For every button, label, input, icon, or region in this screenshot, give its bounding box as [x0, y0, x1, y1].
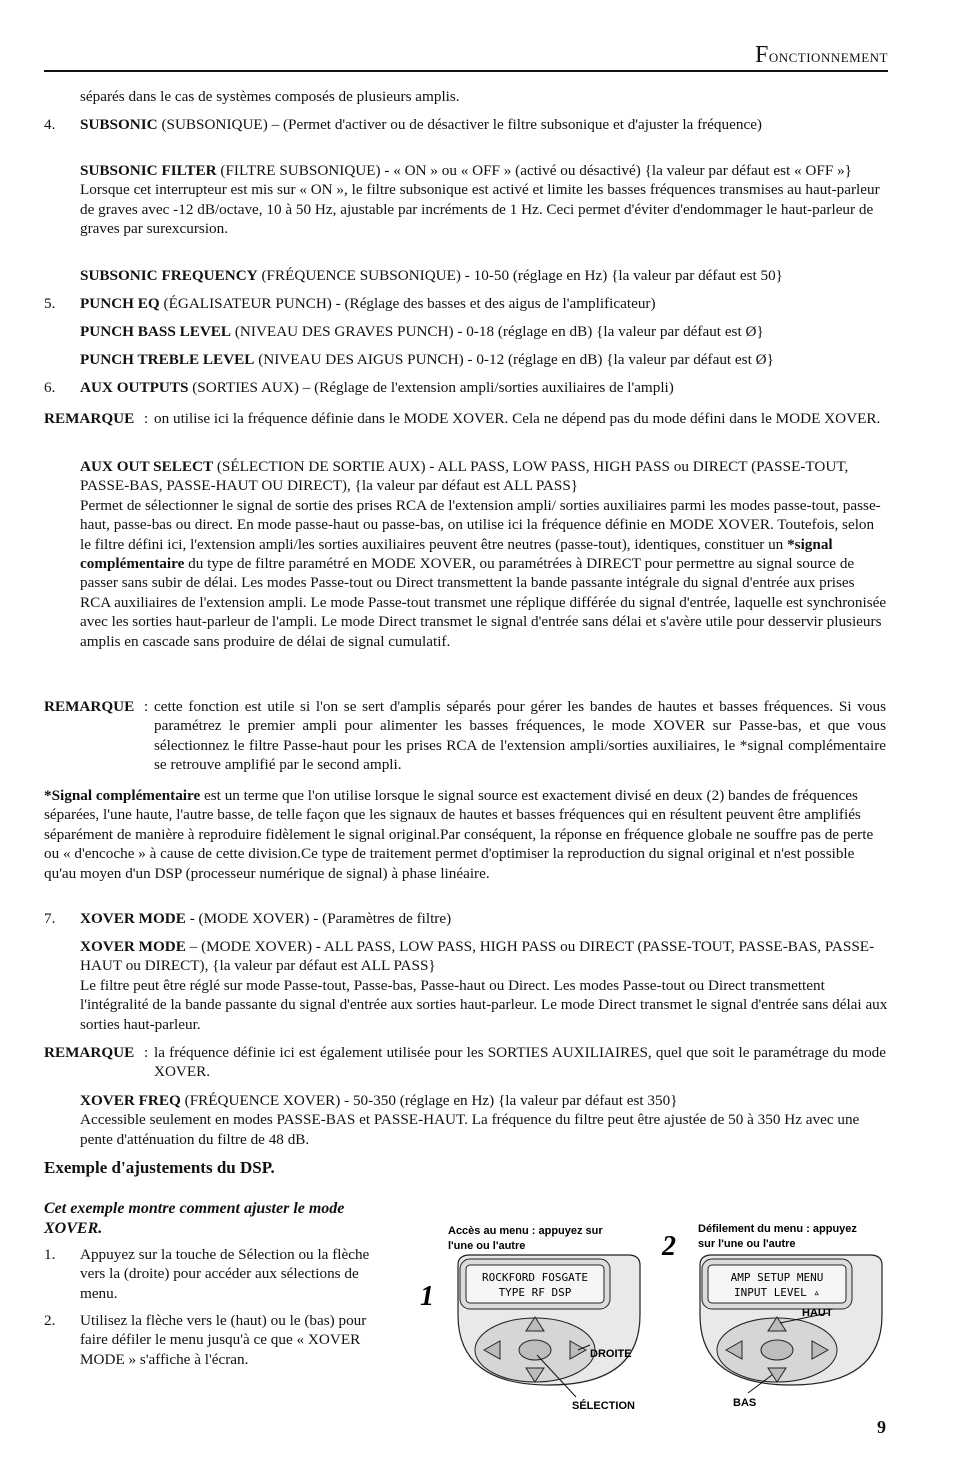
item-number: 6. [44, 379, 56, 396]
item-number: 5. [44, 295, 56, 312]
diagram-caption-l1: Défilement du menu : appuyez [698, 1223, 857, 1235]
step-number: 1. [44, 1246, 56, 1263]
param-text: (NIVEAU DES AIGUS PUNCH) - 0-12 (réglage en dB) {la valeur par défaut est Ø} [254, 351, 774, 368]
note-colon: : [144, 1044, 149, 1061]
param-subsonic-frequency [80, 266, 888, 285]
note-remark-2 [44, 697, 888, 777]
dsp-controller-diagram [400, 1215, 900, 1415]
param-desc: Accessible seulement en modes PASSE-BAS et PASSE-HAUT. La fréquence du filtre peut être ajustée de 50 à 350 Hz avec une pente d'atténuation du filtre de 48 dB. [80, 1111, 860, 1148]
param-desc-b: du type de filtre paramétré en MODE XOVER, ou paramétrées à DIRECT pour permettre au signal source de passer sans subir de délai. Les modes Passe-tout ou Direct transmettent la bande passante intégrale du signal d'entrée aux prises RCA auxiliaires de l'extension ampli. Le mode Passe-tout transmet une réplique différée du signal d'entrée, laquelle est synchronisée avec les sorties haut-parleur de l'ampli. Le mode Direct transmet le signal d'entrée sans délai et s'avère utile pour desservir plusieurs amplis en cascade sans produire de délai de signal cumulatif. [80, 555, 887, 650]
signal-definition [44, 786, 888, 883]
item-number: 7. [44, 910, 56, 927]
header-rest: onctionnement [768, 46, 888, 67]
param-xover-mode [80, 937, 888, 1034]
param-desc: Lorsque cet interrupteur est mis sur « ON », le filtre subsonique est activé et limite les basses fréquences transmises au haut-parleur de graves avec -12 dB/octave, 10 à 50 Hz, ajustable par incréments de 1 Hz. Ceci permet d'éviter d'endommager le haut-parleur de graves par surexcursion. [80, 181, 880, 238]
param-text: – (MODE XOVER) - ALL PASS, LOW PASS, HIGH PASS ou DIRECT (PASSE-TOUT, PASSE-BAS, PASSE-HAUT ou DIRECT), {la valeur par défaut est ALL PASS} [80, 938, 875, 975]
select-button[interactable] [761, 1340, 793, 1360]
item-text: (ÉGALISATEUR PUNCH) - (Réglage des basses et des aigus de l'amplificateur) [159, 295, 656, 312]
item-subsonic [80, 115, 888, 134]
step-text: Utilisez la flèche vers le (haut) ou le (bas) pour faire défiler le menu jusqu'à ce que « XOVER MODE » s'affiche à l'écran. [80, 1312, 367, 1368]
diagram-caption-l2: sur l'une ou l'autre [698, 1238, 796, 1250]
label-droite: DROITE [590, 1348, 632, 1360]
param-title: XOVER MODE [80, 938, 186, 955]
note-remark-3 [44, 1043, 888, 1083]
param-text: (FILTRE SUBSONIQUE) - « ON » ou « OFF » (activé ou désactivé) {la valeur par défaut est « OFF »} [216, 162, 852, 179]
diagram-caption-l2: l'une ou l'autre [448, 1240, 526, 1252]
note-text: la fréquence définie ici est également utilisée pour les SORTIES AUXILIAIRES, quel que soit le paramétrage du mode XOVER. [154, 1044, 886, 1081]
param-title: PUNCH BASS LEVEL [80, 323, 232, 340]
item-title: SUBSONIC [80, 116, 158, 133]
param-desc: Le filtre peut être réglé sur mode Passe-tout, Passe-bas, Passe-haut ou Direct. Les modes Passe-tout ou Direct transmettent l'intégralité de la bande passante du signal d'entrée aux sorties haut-parleur. Le mode Direct transmet le signal d'entrée sans délai aux sorties haut-parleur. [80, 976, 888, 1033]
item-aux-outputs [80, 378, 888, 397]
diagram-caption-l1: Accès au menu : appuyez sur [448, 1225, 603, 1237]
item-text: (SORTIES AUX) – (Réglage de l'extension ampli/sorties auxiliaires de l'ampli) [188, 379, 674, 396]
param-aux-out-select [80, 457, 888, 651]
param-title: SUBSONIC FILTER [80, 162, 217, 179]
lcd-line-2: INPUT LEVEL ▵ [733, 1286, 821, 1299]
page-number: 9 [877, 1417, 886, 1437]
controller-right [661, 1223, 882, 1409]
step-number-2: 2 [662, 1231, 676, 1262]
definition-text: est un terme que l'on utilise lorsque le signal source est exactement divisé en deux (2) bandes de fréquences séparées, l'une haute, l'autre basse, de telle façon que les signaux de hautes et basses fréquences qui en résultent peuvent être amplifiés séparément de manière à reproduire fidèlement le signal original.Par conséquent, la réponse en fréquence globale ne souffre pas de perte ou « d'encoche » à cause de cette division.Ce type de traitement permet d'optimiser la reproduction du signal original et n'est possible qu'au moyen d'un DSP (processeur numérique de signal) à phase linéaire. [44, 787, 874, 882]
note-label: REMARQUE [44, 698, 135, 715]
note-remark-1 [44, 409, 888, 449]
item-title: XOVER MODE [80, 910, 186, 927]
item-number: 4. [44, 116, 56, 133]
param-text: (FRÉQUENCE XOVER) - 50-350 (réglage en Hz) {la valeur par défaut est 350} [180, 1092, 678, 1109]
item-text: (SUBSONIQUE) – (Permet d'activer ou de désactiver le filtre subsonique et d'ajuster la fréquence) [157, 116, 762, 133]
item-title: AUX OUTPUTS [80, 379, 189, 396]
note-text: on utilise ici la fréquence définie dans le MODE XOVER. Cela ne dépend pas du mode défini dans le MODE XOVER. [154, 410, 881, 427]
param-desc-bold: *signal complémentaire [80, 535, 833, 573]
label-bas: BAS [733, 1397, 757, 1409]
param-title: PUNCH TREBLE LEVEL [80, 351, 255, 368]
param-text: (NIVEAU DES GRAVES PUNCH) - 0-18 (réglage en dB) {la valeur par défaut est Ø} [231, 323, 764, 340]
section-title: Exemple d'ajustements du DSP. [44, 1158, 275, 1177]
lcd-line-1: AMP SETUP MENU [730, 1271, 824, 1284]
running-header [754, 42, 888, 68]
select-button[interactable] [519, 1340, 551, 1360]
note-colon: : [144, 698, 149, 715]
step-number: 2. [44, 1312, 56, 1329]
lcd-line-1: ROCKFORD FOSGATE [482, 1271, 588, 1284]
param-punch-bass [80, 322, 888, 341]
item-title: PUNCH EQ [80, 295, 160, 312]
item-punch-eq [80, 294, 888, 313]
controller-left [420, 1225, 640, 1412]
item-text: - (MODE XOVER) - (Paramètres de filtre) [185, 910, 452, 927]
item-xover-mode [80, 909, 888, 928]
label-haut: HAUT [802, 1307, 833, 1319]
note-label: REMARQUE [44, 1044, 135, 1061]
step-number-1: 1 [420, 1281, 434, 1312]
example-intro: Cet exemple montre comment ajuster le mode XOVER. [44, 1200, 345, 1237]
param-text: (SÉLECTION DE SORTIE AUX) - ALL PASS, LOW PASS, HIGH PASS ou DIRECT (PASSE-TOUT, PASSE-BAS, PASSE-HAUT OU DIRECT), {la valeur par défaut est ALL PASS} [80, 458, 849, 495]
header-rule [44, 70, 888, 72]
step-text: Appuyez sur la touche de Sélection ou la flèche vers la (droite) pour accéder aux sélections de menu. [80, 1246, 370, 1302]
param-title: SUBSONIC FREQUENCY [80, 267, 258, 284]
note-colon: : [144, 410, 149, 427]
note-text: cette fonction est utile si l'on se sert d'amplis séparés pour gérer les bandes de hautes et basses fréquences. Si vous paramétrez le premier ampli pour alimenter les basses fréquences, le mode XOVER sur Passe-bas, et que vous sélectionnez le filtre Passe-haut pour les prises RCA de l'extension ampli/sorties auxiliaires, le *signal complémentaire se retrouve amplifié par le second ampli. [154, 698, 886, 774]
note-label: REMARQUE [44, 410, 135, 427]
param-text: (FRÉQUENCE SUBSONIQUE) - 10-50 (réglage en Hz) {la valeur par défaut est 50} [257, 267, 783, 284]
param-desc-a: Permet de sélectionner le signal de sortie des prises RCA de l'extension ampli/ sorties auxiliaires parmi les modes passe-tout, passe-haut, passe-bas ou direct. En mode passe-haut ou passe-bas, on utilise ici la fréquence définie en MODE XOVER. Toutefois, selon le filtre défini ici, l'extension ampli/les sorties auxiliaires peuvent être neutres (passe-tout), identiques, constituer un [80, 496, 881, 553]
definition-term: *Signal complémentaire [44, 787, 201, 804]
continued-line: séparés dans le cas de systèmes composés de plusieurs amplis. [80, 88, 460, 105]
param-punch-treble [80, 350, 888, 369]
header-cap: F [754, 42, 769, 68]
param-xover-freq [80, 1091, 888, 1149]
param-title: AUX OUT SELECT [80, 458, 214, 475]
param-subsonic-filter [80, 161, 888, 239]
param-title: XOVER FREQ [80, 1092, 181, 1109]
lcd-line-2: TYPE RF DSP [498, 1286, 572, 1299]
label-selection: SÉLECTION [572, 1400, 635, 1412]
